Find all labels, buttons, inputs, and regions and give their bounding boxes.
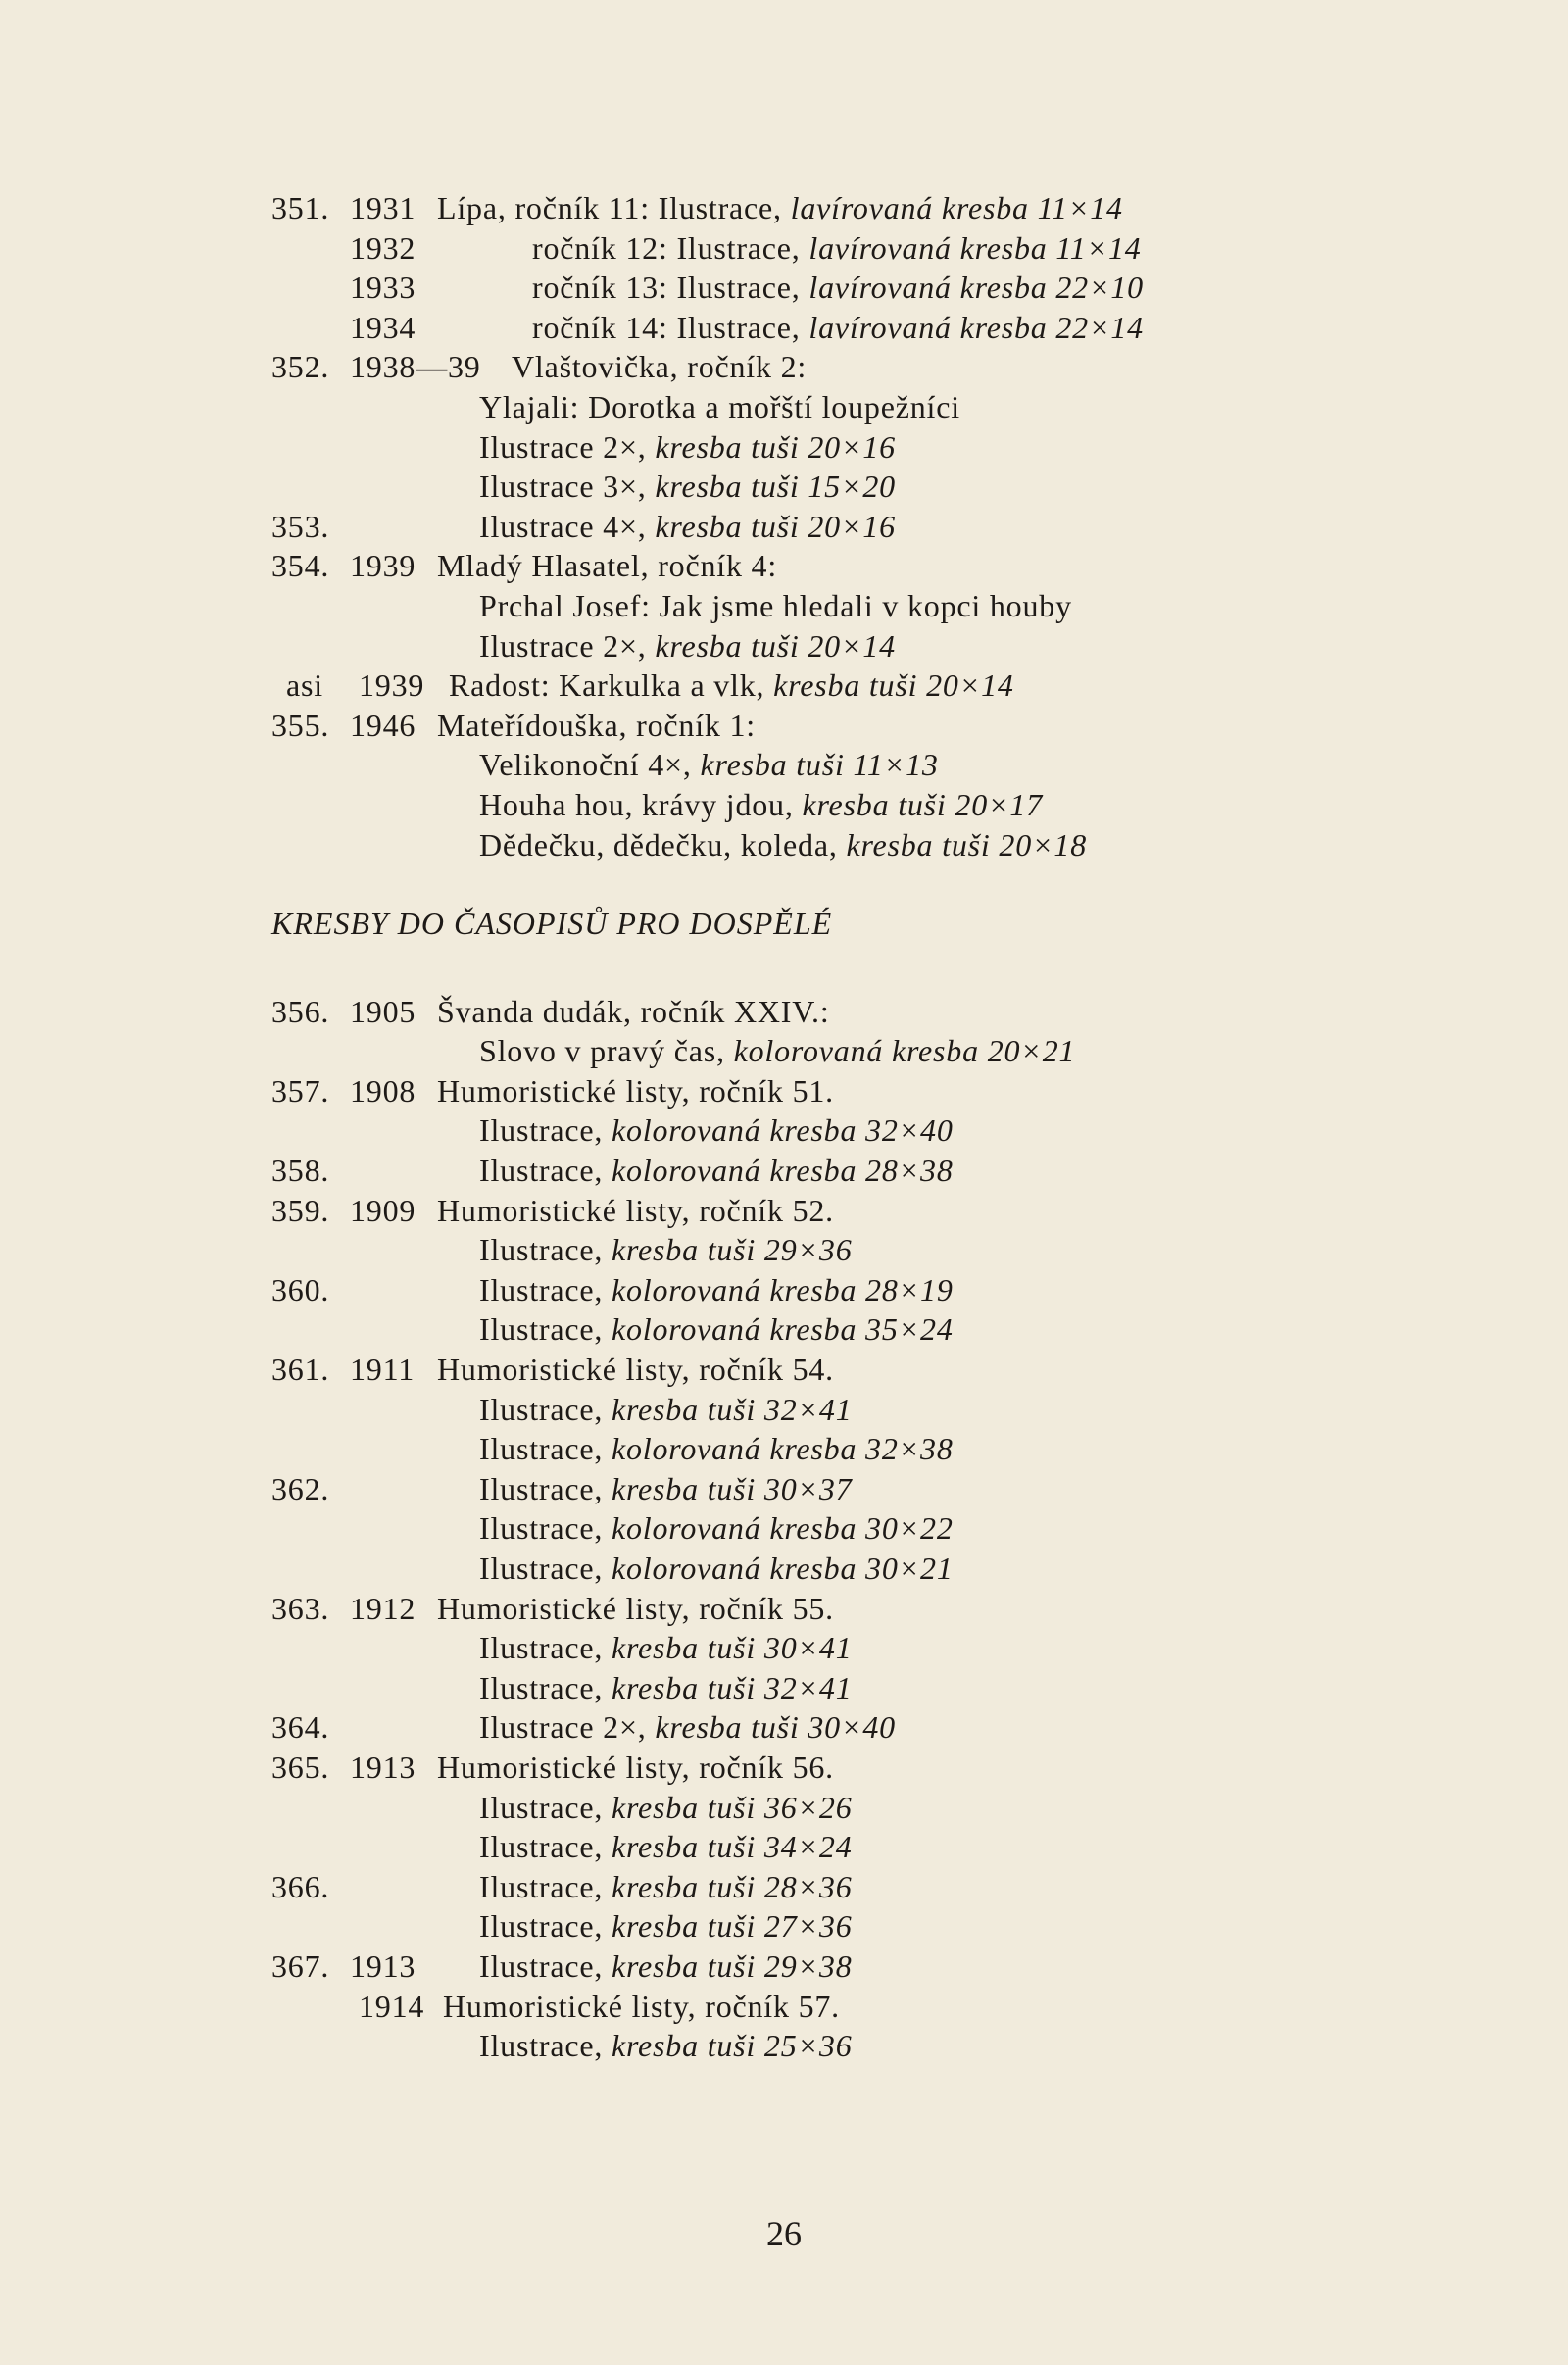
entry-description: Ilustrace, bbox=[479, 1112, 612, 1149]
entry-text bbox=[437, 188, 1123, 227]
entry-technique: kolorovaná kresba 28×19 bbox=[611, 1271, 954, 1307]
entry-number: 366. bbox=[271, 1868, 330, 1904]
entry-row bbox=[0, 706, 1568, 746]
entry-description: Dědečku, dědečku, koleda, bbox=[479, 826, 847, 862]
entry-row bbox=[0, 1191, 1568, 1231]
entry-text bbox=[479, 387, 960, 426]
entry-text bbox=[479, 1668, 853, 1707]
entry-number: 361. bbox=[271, 1352, 330, 1388]
entry-technique: lavírovaná kresba 22×14 bbox=[808, 309, 1144, 345]
entry-row bbox=[0, 1151, 1568, 1191]
entry-number: 352. bbox=[271, 349, 330, 385]
entry-text: Vlaštovička, ročník 2: bbox=[512, 349, 808, 385]
entry-text bbox=[479, 1110, 954, 1150]
entries-adult-magazines bbox=[0, 992, 1568, 2066]
approx-marker: asi bbox=[286, 667, 323, 704]
entry-text bbox=[532, 228, 1142, 268]
entry-description: Ilustrace, bbox=[479, 1431, 612, 1467]
entry-technique: kresba tuši 20×14 bbox=[773, 667, 1014, 704]
entry-description: Ilustrace, bbox=[479, 1271, 612, 1307]
entry-text bbox=[532, 308, 1144, 347]
page-number: 26 bbox=[766, 2214, 802, 2253]
entry-text bbox=[437, 992, 830, 1031]
entry-row bbox=[0, 1230, 1568, 1270]
entry-description: Ilustrace 2×, bbox=[479, 1709, 656, 1746]
entry-description: Ilustrace, bbox=[479, 1669, 612, 1705]
entry-number: 358. bbox=[271, 1153, 330, 1189]
entry-text bbox=[479, 1031, 1075, 1070]
entry-text bbox=[479, 1549, 954, 1588]
entry-row bbox=[0, 1508, 1568, 1549]
entry-description: Ilustrace, bbox=[479, 1510, 612, 1547]
entry-text bbox=[479, 586, 1072, 625]
entry-row bbox=[0, 2026, 1568, 2066]
entry-row bbox=[0, 1110, 1568, 1151]
entry-description: Ilustrace 3×, bbox=[479, 468, 656, 505]
entry-description: Humoristické listy, ročník 56. bbox=[437, 1749, 834, 1785]
entry-description: Ilustrace, bbox=[479, 1868, 612, 1904]
entry-description: Ilustrace, bbox=[479, 1789, 612, 1825]
entry-year: 1939 bbox=[350, 548, 416, 584]
entry-text bbox=[532, 268, 1144, 307]
entry-year: 1938—39 bbox=[350, 349, 481, 385]
entry-description: Velikonoční 4×, bbox=[479, 747, 701, 783]
entry-description: Ilustrace, bbox=[479, 1311, 612, 1348]
entry-row bbox=[0, 992, 1568, 1032]
entry-text bbox=[479, 1508, 954, 1548]
entry-row bbox=[0, 268, 1568, 308]
entry-technique: kresba tuši 20×14 bbox=[655, 627, 896, 664]
entry-technique: kolorovaná kresba 32×38 bbox=[611, 1431, 954, 1467]
entry-row bbox=[0, 1906, 1568, 1946]
entry-description: Ilustrace 2×, bbox=[479, 428, 656, 465]
entry-row bbox=[0, 1748, 1568, 1788]
entry-description: Ilustrace, bbox=[479, 1232, 612, 1268]
entry-description: Mateřídouška, ročník 1: bbox=[437, 707, 756, 743]
entry-description: ročník 14: Ilustrace, bbox=[532, 309, 809, 345]
entry-description: Humoristické listy, ročník 52. bbox=[437, 1192, 834, 1228]
section-heading bbox=[0, 906, 1568, 946]
entry-row bbox=[0, 1668, 1568, 1708]
entry-description: Slovo v pravý čas, bbox=[479, 1033, 734, 1069]
entry-text bbox=[479, 745, 939, 784]
entry-row bbox=[0, 1549, 1568, 1589]
entry-description: Ilustrace, bbox=[479, 1829, 612, 1865]
entry-technique: kresba tuši 11×13 bbox=[700, 747, 939, 783]
entry-row bbox=[0, 1469, 1568, 1509]
entry-number: 355. bbox=[271, 707, 330, 743]
entry-technique: kresba tuši 36×26 bbox=[611, 1789, 853, 1825]
entry-text bbox=[479, 1270, 954, 1309]
entry-text bbox=[479, 467, 896, 506]
entry-row bbox=[0, 427, 1568, 468]
entry-technique: kolorovaná kresba 32×40 bbox=[611, 1112, 954, 1149]
entry-text bbox=[479, 1788, 853, 1827]
entry-description: Ilustrace, bbox=[479, 1470, 612, 1506]
entry-row bbox=[0, 1390, 1568, 1430]
entry-description: Humoristické listy, ročník 57. bbox=[443, 1988, 840, 2024]
entry-text bbox=[443, 1987, 840, 2026]
entry-text bbox=[479, 427, 896, 467]
entry-technique: kolorovaná kresba 28×38 bbox=[611, 1153, 954, 1189]
entry-technique: kresba tuši 29×36 bbox=[611, 1232, 853, 1268]
entry-year: 1934 bbox=[350, 309, 416, 345]
entry-year: 1913 bbox=[350, 1749, 416, 1785]
entry-description: Humoristické listy, ročník 55. bbox=[437, 1590, 834, 1626]
entry-number: 354. bbox=[271, 548, 330, 584]
entry-row bbox=[0, 546, 1568, 586]
entry-text bbox=[449, 665, 1014, 705]
entry-technique: kresba tuši 32×41 bbox=[611, 1391, 853, 1427]
entry-description: Humoristické listy, ročník 54. bbox=[437, 1352, 834, 1388]
entry-text bbox=[479, 1827, 853, 1866]
entry-technique: kresba tuši 20×16 bbox=[655, 508, 896, 544]
entry-row bbox=[0, 665, 1568, 706]
entry-description: Lípa, ročník 11: Ilustrace, bbox=[437, 190, 791, 225]
entry-technique: kolorovaná kresba 30×22 bbox=[611, 1510, 954, 1547]
entry-number: 365. bbox=[271, 1749, 330, 1785]
entry-text bbox=[479, 825, 1087, 864]
entry-text bbox=[479, 1946, 853, 1986]
entry-number: 357. bbox=[271, 1072, 330, 1109]
entry-row bbox=[0, 387, 1568, 427]
section-heading-text: KRESBY DO ČASOPISŮ PRO DOSPĚLÉ bbox=[271, 906, 833, 942]
entry-text bbox=[437, 546, 777, 585]
entry-number: 353. bbox=[271, 508, 330, 544]
entry-row bbox=[0, 745, 1568, 785]
entry-number: 363. bbox=[271, 1590, 330, 1626]
entry-technique: lavírovaná kresba 11×14 bbox=[808, 229, 1142, 266]
entry-technique: kresba tuši 29×38 bbox=[611, 1947, 853, 1984]
entry-row bbox=[0, 228, 1568, 269]
entry-year: 1909 bbox=[350, 1192, 416, 1228]
entry-technique: lavírovaná kresba 22×10 bbox=[808, 270, 1144, 306]
entry-text bbox=[479, 2026, 853, 2065]
entry-technique: kresba tuši 28×36 bbox=[611, 1868, 853, 1904]
entry-description: ročník 13: Ilustrace, bbox=[532, 270, 809, 306]
entry-row bbox=[0, 1707, 1568, 1748]
entry-row bbox=[0, 1946, 1568, 1987]
entry-row bbox=[0, 1987, 1568, 2027]
entry-row bbox=[0, 507, 1568, 547]
entry-description: Ilustrace 2×, bbox=[479, 627, 656, 664]
entry-text bbox=[479, 626, 896, 665]
entry-row bbox=[0, 1429, 1568, 1469]
entry-row bbox=[0, 626, 1568, 666]
entry-row bbox=[0, 308, 1568, 348]
entry-text bbox=[479, 1469, 853, 1508]
entry-description: Švanda dudák, ročník XXIV.: bbox=[437, 993, 830, 1029]
entry-row bbox=[0, 1031, 1568, 1071]
entry-text bbox=[437, 1748, 834, 1787]
entry-technique: kresba tuši 20×17 bbox=[802, 786, 1044, 822]
entry-year: 1908 bbox=[350, 1072, 416, 1109]
entry-description: Ilustrace, bbox=[479, 1630, 612, 1666]
entry-number: 362. bbox=[271, 1470, 330, 1506]
entry-year: 1933 bbox=[350, 270, 416, 306]
entry-number: 356. bbox=[271, 993, 330, 1029]
entry-text bbox=[479, 1707, 896, 1747]
entry-year: 1931 bbox=[350, 190, 416, 225]
entry-technique: kresba tuši 30×37 bbox=[611, 1470, 853, 1506]
entry-text bbox=[437, 706, 756, 745]
entry-row bbox=[0, 1788, 1568, 1828]
entry-number: 360. bbox=[271, 1271, 330, 1307]
entry-row bbox=[0, 586, 1568, 626]
entry-technique: kresba tuši 34×24 bbox=[611, 1829, 853, 1865]
entry-text bbox=[437, 1191, 834, 1230]
entry-technique: kresba tuši 20×16 bbox=[655, 428, 896, 465]
entry-year: 1946 bbox=[350, 707, 416, 743]
entry-row bbox=[0, 785, 1568, 825]
entry-text bbox=[479, 1906, 853, 1946]
entry-technique: lavírovaná kresba 11×14 bbox=[790, 190, 1123, 225]
entry-description: Ilustrace 4×, bbox=[479, 508, 656, 544]
entry-technique: kresba tuši 27×36 bbox=[611, 1908, 853, 1945]
entry-description: Ylajali: Dorotka a mořští loupežníci bbox=[479, 388, 960, 424]
entry-description: Mladý Hlasatel, ročník 4: bbox=[437, 548, 778, 584]
entry-technique: kresba tuši 20×18 bbox=[846, 826, 1087, 862]
entry-description: Humoristické listy, ročník 51. bbox=[437, 1072, 834, 1109]
entry-row bbox=[0, 1589, 1568, 1629]
entry-number: 367. bbox=[271, 1947, 330, 1984]
entry-row bbox=[0, 188, 1568, 228]
entry-row bbox=[0, 347, 1568, 387]
entry-technique: kresba tuši 30×41 bbox=[611, 1630, 853, 1666]
entry-text bbox=[479, 1867, 853, 1906]
entry-text bbox=[479, 1151, 954, 1190]
entry-number: 364. bbox=[271, 1709, 330, 1746]
entry-year: 1911 bbox=[350, 1352, 416, 1388]
entry-row bbox=[0, 1071, 1568, 1111]
entry-text bbox=[437, 1071, 834, 1110]
entry-year: 1913 bbox=[350, 1947, 416, 1984]
entries-childrens-magazines bbox=[0, 188, 1568, 864]
entry-description: Ilustrace, bbox=[479, 1551, 612, 1586]
entry-text bbox=[479, 1230, 853, 1269]
entry-number: 351. bbox=[271, 190, 330, 225]
entry-text bbox=[479, 1628, 853, 1667]
entry-technique: kresba tuši 15×20 bbox=[655, 468, 896, 505]
entry-row bbox=[0, 1350, 1568, 1390]
entry-row bbox=[0, 825, 1568, 865]
entry-text bbox=[437, 1350, 834, 1389]
entry-row bbox=[0, 1867, 1568, 1907]
entry-number: 359. bbox=[271, 1192, 330, 1228]
entry-description: Ilustrace, bbox=[479, 1947, 612, 1984]
entry-text bbox=[479, 1309, 954, 1349]
entry-description: Houha hou, krávy jdou, bbox=[479, 786, 803, 822]
entry-year: 1912 bbox=[350, 1590, 416, 1626]
entry-text bbox=[479, 785, 1043, 824]
entry-text bbox=[479, 1390, 853, 1429]
entry-year: 1932 bbox=[350, 229, 416, 266]
entry-text bbox=[479, 1429, 954, 1468]
entry-description: ročník 12: Ilustrace, bbox=[532, 229, 809, 266]
entry-row bbox=[0, 1270, 1568, 1310]
entry-row bbox=[0, 1827, 1568, 1867]
catalogue-list bbox=[0, 188, 1568, 2066]
entry-description: Radost: Karkulka a vlk, bbox=[449, 667, 774, 704]
entry-technique: kresba tuši 25×36 bbox=[611, 2028, 853, 2064]
entry-technique: kolorovaná kresba 35×24 bbox=[611, 1311, 954, 1348]
entry-row bbox=[0, 467, 1568, 507]
entry-year: 1939 bbox=[359, 667, 425, 704]
entry-description: Ilustrace, bbox=[479, 1391, 612, 1427]
entry-year: 1914 bbox=[359, 1988, 425, 2024]
entry-description: Ilustrace, bbox=[479, 1908, 612, 1945]
entry-technique: kresba tuši 30×40 bbox=[655, 1709, 896, 1746]
entry-technique: kolorovaná kresba 30×21 bbox=[611, 1551, 954, 1586]
entry-description: Prchal Josef: Jak jsme hledali v kopci houby bbox=[479, 587, 1072, 623]
entry-row bbox=[0, 1628, 1568, 1668]
entry-technique: kolorovaná kresba 20×21 bbox=[733, 1033, 1076, 1069]
entry-row bbox=[0, 1309, 1568, 1350]
entry-year: 1905 bbox=[350, 993, 416, 1029]
entry-text bbox=[437, 1589, 834, 1628]
entry-description: Ilustrace, bbox=[479, 1153, 612, 1189]
entry-description: Ilustrace, bbox=[479, 2028, 612, 2064]
entry-text bbox=[479, 507, 896, 546]
entry-technique: kresba tuši 32×41 bbox=[611, 1669, 853, 1705]
